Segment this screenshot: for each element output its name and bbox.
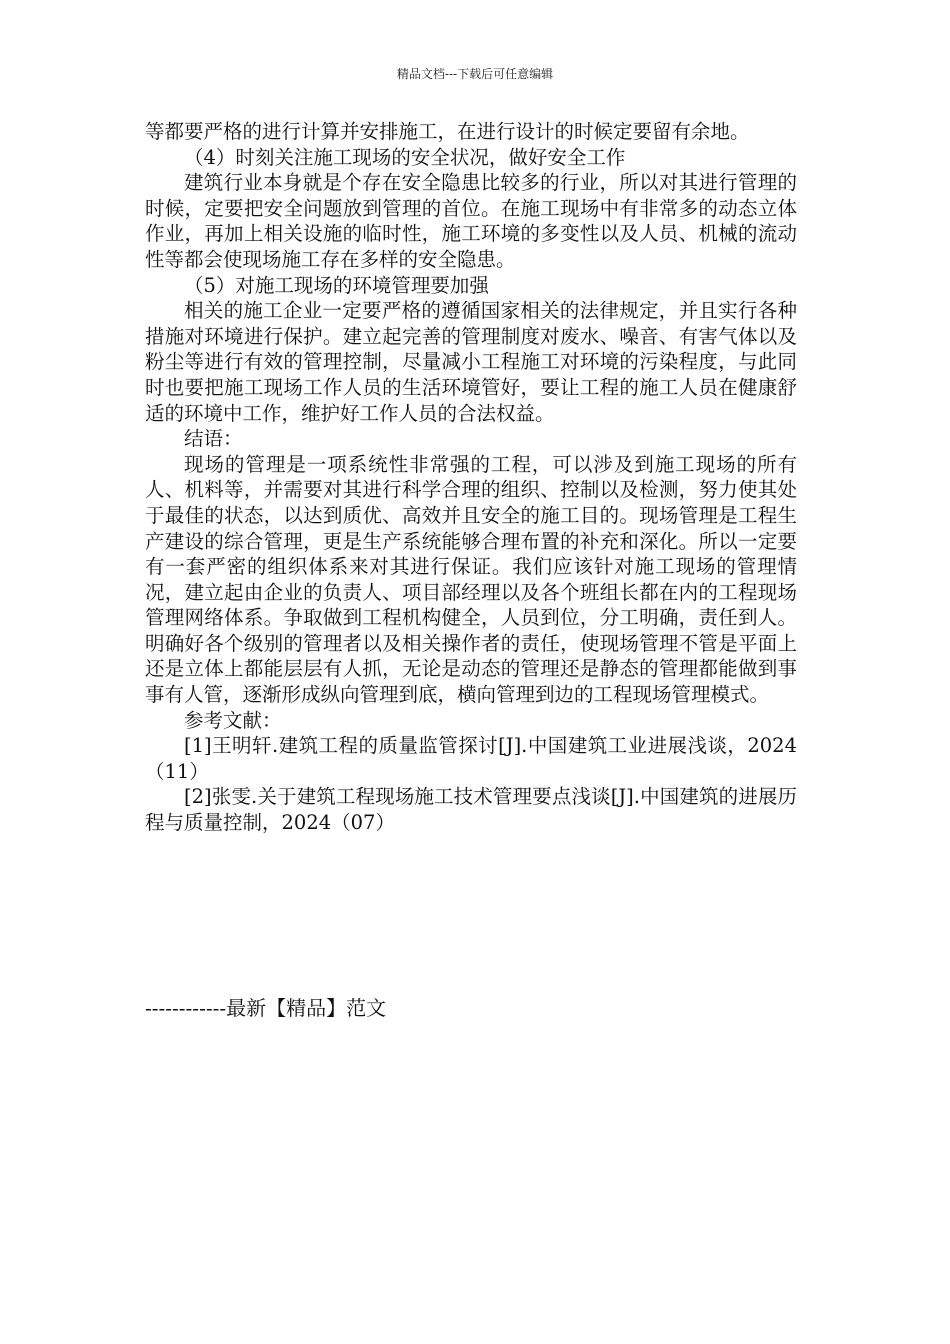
page-header: 精品文档---下载后可任意编辑 [396, 67, 554, 81]
paragraph-conclusion: 现场的管理是一项系统性非常强的工程，可以涉及到施工现场的所有人、机料等，并需要对其进行科学合理的组织、控制以及检测，努力使其处于最佳的状态，以达到质优、高效并且安全的施工目的。现场管理是工程生产建设的综合管理，更是生产系统能够合理布置的补充和深化。所以一定要有一套严密的组织体系来对其进行保证。我们应该针对施工现场的管理情况，建立起由企业的负责人、项目部经理以及各个班组长都在内的工程现场管理网络体系。争取做到工程机构健全，人员到位，分工明确，责任到人。明确好各个级别的管理者以及相关操作者的责任，使现场管理不管是平面上还是立体上都能层层有人抓，无论是动态的管理还是静态的管理都能做到事事有人管，逐渐形成纵向管理到底，横向管理到边的工程现场管理模式。 [145, 452, 797, 707]
paragraph-continuation: 等都要严格的进行计算并安排施工，在进行设计的时候定要留有余地。 [145, 120, 750, 143]
references-heading: 参考文献： [184, 708, 282, 732]
paragraph-safety: 建筑行业本身就是个存在安全隐患比较多的行业，所以对其进行管理的时候，定要把安全问题放到管理的首位。在施工现场中有非常多的动态立体作业，再加上相关设施的临时性，施工环境的多变性以及人员、机械的流动性等都会使现场施工存在多样的安全隐患。 [145, 171, 797, 271]
section-heading-environment: （5）对施工现场的环境管理要加强 [184, 273, 489, 297]
document-body [145, 119, 797, 836]
reference-item: [2]张雯.关于建筑工程现场施工技术管理要点浅谈[J].中国建筑的进展历程与质量控制，2024（07） [145, 785, 797, 835]
section-heading-safety: （4）时刻关注施工现场的安全状况，做好安全工作 [184, 145, 626, 169]
paragraph-environment: 相关的施工企业一定要严格的遵循国家相关的法律规定，并且实行各种措施对环境进行保护。建立起完善的管理制度对废水、噪音、有害气体以及粉尘等进行有效的管理控制，尽量减小工程施工对环境的污染程度，与此同时也要把施工现场工作人员的生活环境管好，要让工程的施工人员在健康舒适的环境中工作，维护好工作人员的合法权益。 [145, 299, 797, 425]
reference-item: [1]王明轩.建筑工程的质量监管探讨[J].中国建筑工业进展浅谈，2024（11） [145, 734, 797, 783]
conclusion-heading: 结语： [184, 427, 243, 451]
page-footer: ------------最新【精品】范文 [145, 996, 387, 1020]
